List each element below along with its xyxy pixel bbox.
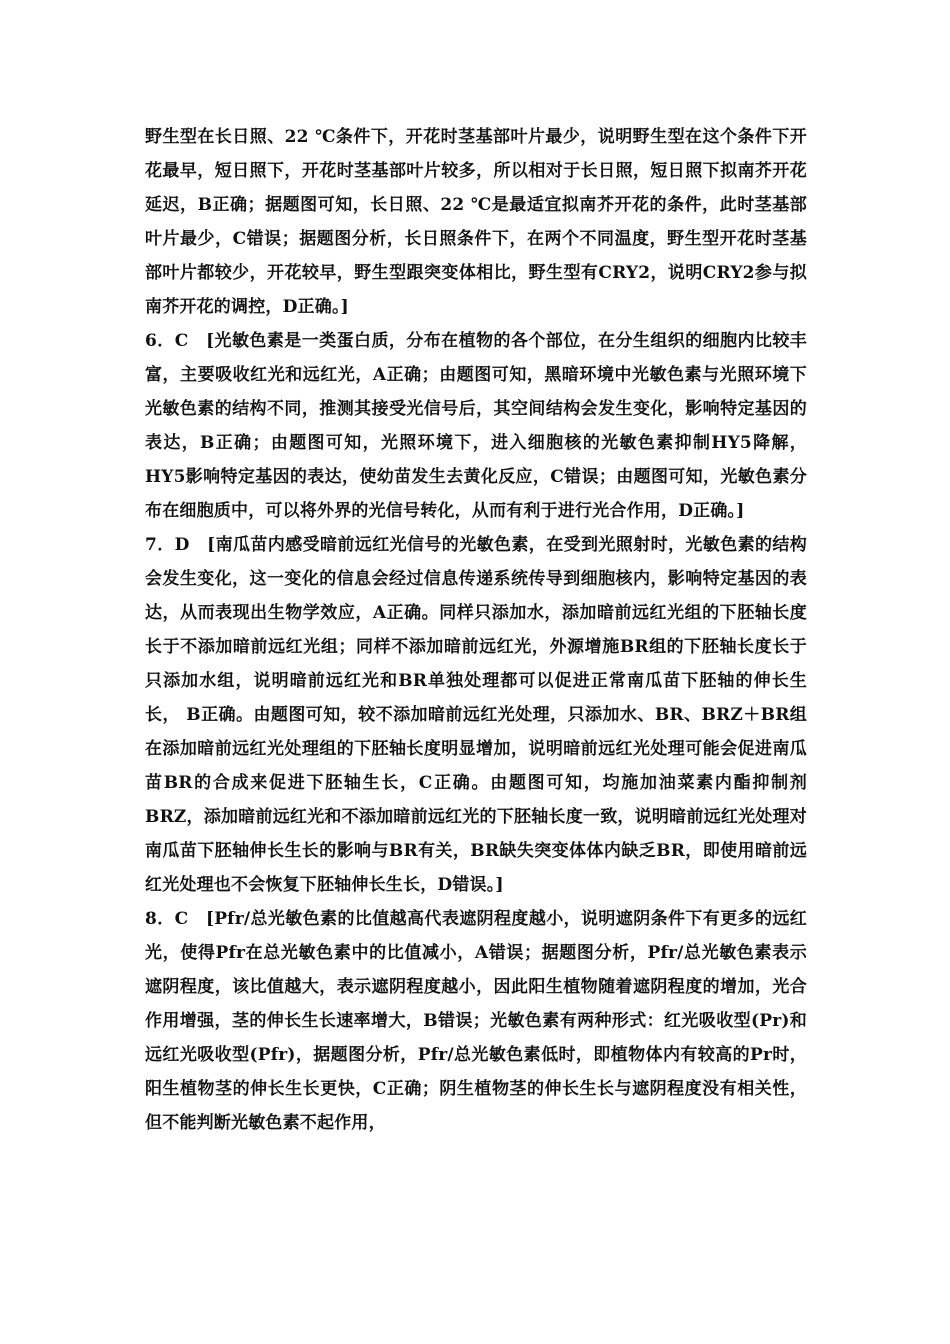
answer-paragraph-8: 8．C [Pfr/总光敏色素的比值越高代表遮阴程度越小，说明遮阴条件下有更多的远红光，使得Pfr在总光敏色素中的比值减小，A错误；据题图分析，Pfr/总光敏色素表示遮阴程度，该比值越大，表示遮阴程度越小，因此阳生植物随着遮阴程度的增加，光合作用增强，茎的伸长生长速率增大，B错误；光敏色素有两种形式：红光吸收型(Pr)和远红光吸收型(Pfr)，据题图分析，Pfr/总光敏色素低时，即植物体内有较高的Pr时，阳生植物茎的伸长生长更快，C正确；阴生植物茎的伸长生长与遮阴程度没有相关性，但不能判断光敏色素不起作用， — [145, 909, 807, 1133]
document-body — [145, 120, 807, 1140]
answer-paragraph-6: 6．C [光敏色素是一类蛋白质，分布在植物的各个部位，在分生组织的细胞内比较丰富，主要吸收红光和远红光，A正确；由题图可知，黑暗环境中光敏色素与光照环境下光敏色素的结构不同，推测其接受光信号后，其空间结构会发生变化，影响特定基因的表达，B正确；由题图可知，光照环境下，进入细胞核的光敏色素抑制HY5降解，HY5影响特定基因的表达，使幼苗发生去黄化反应，C错误；由题图可知，光敏色素分布在细胞质中，可以将外界的光信号转化，从而有利于进行光合作用，D正确。] — [145, 331, 807, 521]
answer-paragraph-5-continued: 野生型在长日照、22 ℃条件下，开花时茎基部叶片最少，说明野生型在这个条件下开花最早，短日照下，开花时茎基部叶片较多，所以相对于长日照，短日照下拟南芥开花延迟，B正确；据题图可知，长日照、22 ℃是最适宜拟南芥开花的条件，此时茎基部叶片最少，C错误；据题图分析，长日照条件下，在两个不同温度，野生型开花时茎基部叶片都较少，开花较早，野生型跟突变体相比，野生型有CRY2，说明CRY2参与拟南芥开花的调控，D正确。] — [145, 127, 807, 317]
answer-paragraph-7: 7．D [南瓜苗内感受暗前远红光信号的光敏色素，在受到光照射时，光敏色素的结构会发生变化，这一变化的信息会经过信息传递系统传导到细胞核内，影响特定基因的表达，从而表现出生物学效应，A正确。同样只添加水，添加暗前远红光组的下胚轴长度长于不添加暗前远红光组；同样不添加暗前远红光，外源增施BR组的下胚轴长度长于只添加水组，说明暗前远红光和BR单独处理都可以促进正常南瓜苗下胚轴的伸长生长， B正确。由题图可知，较不添加暗前远红光处理，只添加水、BR、BRZ＋BR组在添加暗前远红光处理组的下胚轴长度明显增加，说明暗前远红光处理可能会促进南瓜苗BR的合成来促进下胚轴生长，C正确。由题图可知，均施加油菜素内酯抑制剂BRZ，添加暗前远红光和不添加暗前远红光的下胚轴长度一致，说明暗前远红光处理对南瓜苗下胚轴伸长生长的影响与BR有关，BR缺失突变体体内缺乏BR，即使用暗前远红光处理也不会恢复下胚轴伸长生长，D错误。] — [145, 535, 807, 895]
